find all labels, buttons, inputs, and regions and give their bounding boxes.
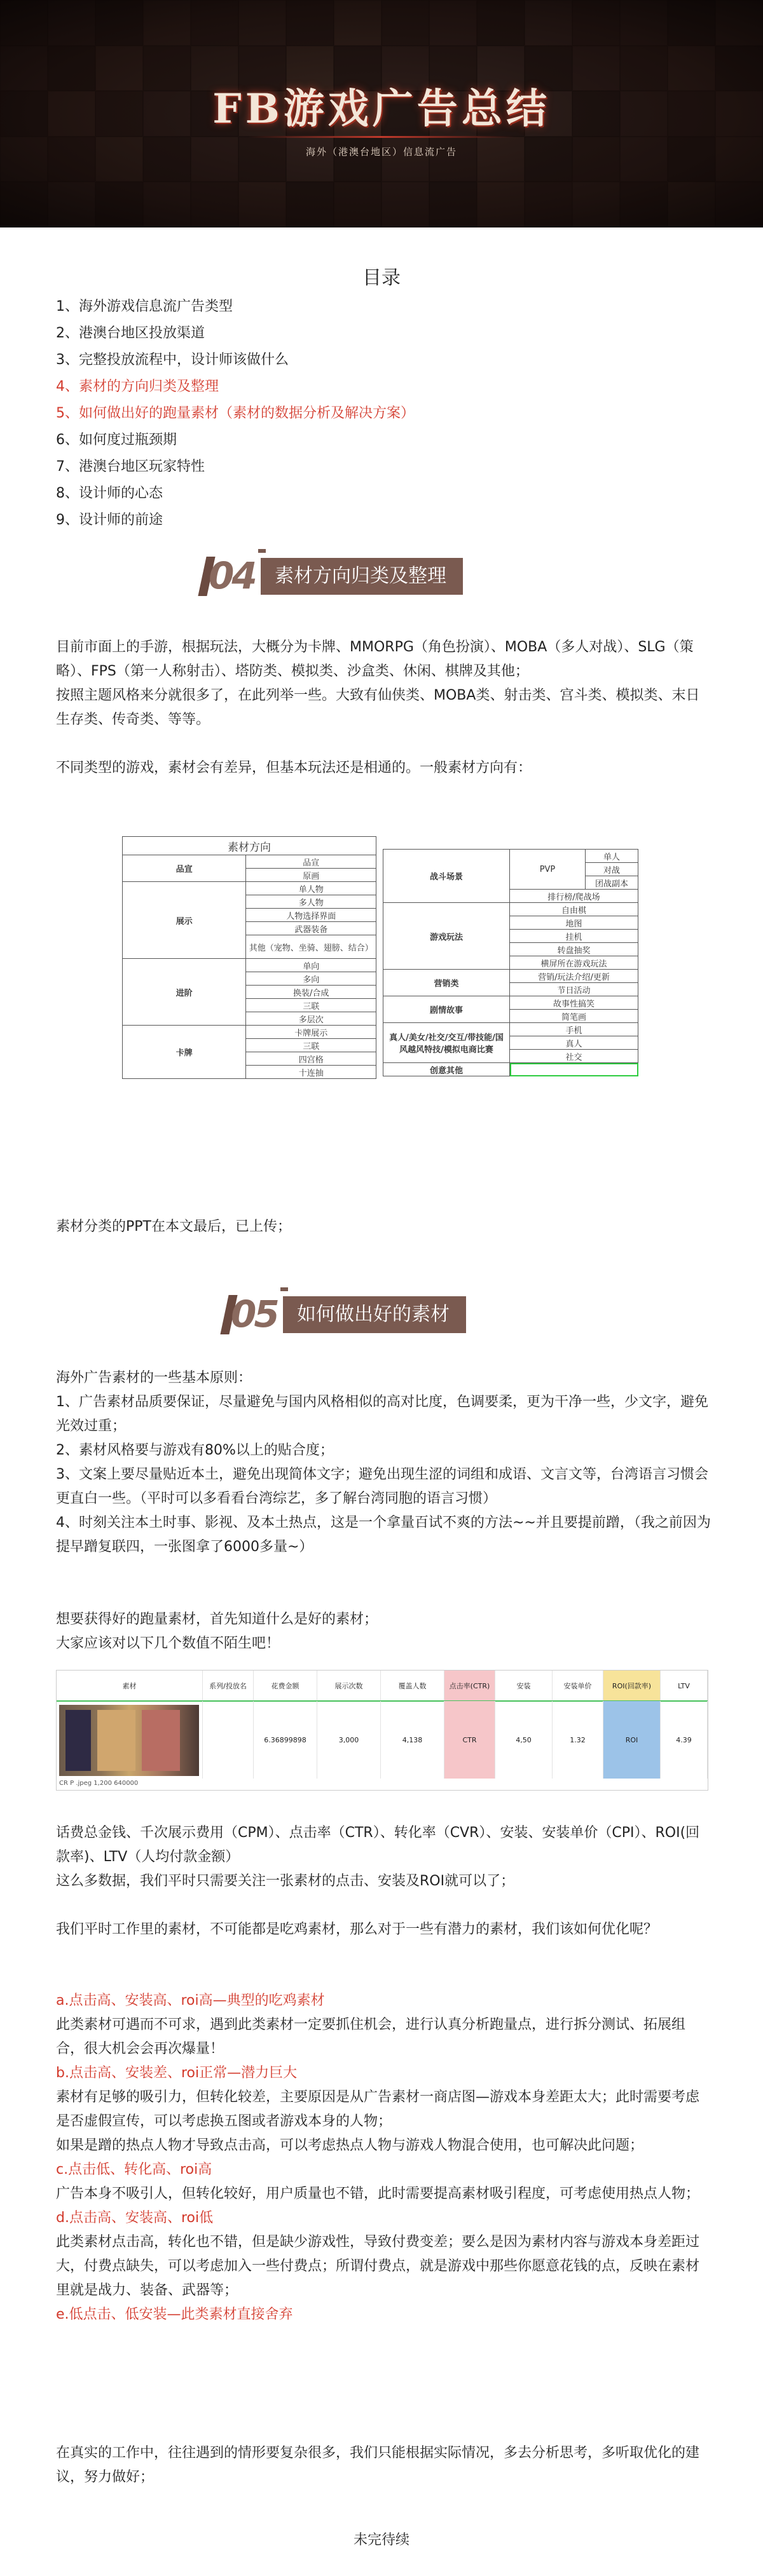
subcategory-cell: 故事性搞笑: [510, 996, 638, 1010]
mid-cell: PVP: [510, 850, 586, 890]
optimization-cases: [56, 1989, 711, 2327]
toc-item: 8、设计师的心态: [56, 485, 163, 501]
category-cell: 卡牌: [123, 1026, 246, 1079]
subcategory-cell: 单向: [246, 959, 376, 972]
section-number: [219, 1291, 291, 1338]
principle-item: 1、广告素材品质要保证，尽量避免与国内风格相似的高对比度，色调要柔，更为干净一些，少文字，避免光效过重；: [56, 1394, 709, 1434]
subcategory-cell: 节日活动: [510, 983, 638, 996]
hero-banner: [0, 0, 763, 227]
principle-item: 2、素材风格要与游戏有80%以上的贴合度；: [56, 1442, 334, 1458]
metrics-value-cell: 6.36899898: [254, 1701, 317, 1779]
section-04-banner: [197, 553, 553, 600]
case-label: c.点击低、转化高、roi高: [56, 2162, 212, 2178]
metrics-explanation: [56, 1821, 711, 1942]
principles-title: 海外广告素材的一些基本原则：: [56, 1370, 252, 1386]
metrics-value-cell: CTR: [444, 1701, 495, 1779]
subcategory-cell: 多向: [246, 972, 376, 986]
section-04-intro: [56, 635, 711, 780]
subcategory-cell: [510, 1063, 638, 1076]
toc-list: [56, 294, 415, 534]
metrics-header-cell: 安装: [495, 1671, 553, 1701]
section-05-number: 05: [231, 1292, 277, 1336]
subcategory-cell: 其他（宠物、坐骑、翅膀、结合）: [246, 935, 376, 959]
toc-item: 5、如何做出好的跑量素材（素材的数据分析及解决方案）: [56, 405, 415, 421]
subcategory-cell: 真人: [510, 1036, 638, 1050]
toc-title: 目录: [362, 267, 401, 289]
subcategory-cell: 单人物: [246, 882, 376, 895]
subcategory-cell: 挂机: [510, 930, 638, 943]
table-title: 素材方向: [123, 837, 376, 855]
metrics-header-cell: 系列/投放名: [203, 1671, 254, 1701]
thumbnail-caption: CR P .jpeg 1,200 640000: [59, 1780, 139, 1787]
subcategory-cell: 社交: [510, 1050, 638, 1063]
metrics-header-cell: 安装单价: [553, 1671, 603, 1701]
metrics-intro: 想要获得好的跑量素材，首先知道什么是好的素材； 大家应该对以下几个数值不陌生吧！: [56, 1611, 378, 1651]
metrics-header-cell: 覆盖人数: [381, 1671, 444, 1701]
subcategory-cell: 手机: [510, 1023, 638, 1036]
subcategory-cell: 自由棋: [510, 903, 638, 916]
toc-item: 3、完整投放流程中，设计师该做什么: [56, 352, 289, 368]
category-cell: 游戏玩法: [383, 903, 510, 970]
subcategory-cell: 地图: [510, 916, 638, 930]
metrics-header-row: [57, 1671, 708, 1701]
paragraph: 按照主题风格来分就很多了，在此列举一些。大致有仙侠类、MOBA类、射击类、宫斗类、模拟类、末日生存类、传奇类、等等。: [56, 688, 700, 728]
subcategory-cell: 原画: [246, 869, 376, 882]
metrics-header-cell: 点击率(CTR): [444, 1671, 495, 1701]
metrics-value-cell: [203, 1701, 254, 1779]
case-label: d.点击高、安装高、roi低: [56, 2210, 214, 2226]
subcategory-cell: 品宣: [246, 855, 376, 869]
paragraph: 这么多数据，我们平时只需要关注一张素材的点击、安装及ROI就可以了；: [56, 1873, 515, 1889]
ppt-note: 素材分类的PPT在本文最后，已上传；: [56, 1219, 291, 1235]
paragraph: 目前市面上的手游，根据玩法，大概分为卡牌、MMORPG（角色扮演）、MOBA（多人对战）、SLG（策略）、FPS（第一人称射击）、塔防类、模拟类、沙盒类、休闲、棋牌及其他；: [56, 639, 694, 679]
metrics-header-cell: 花费金额: [254, 1671, 317, 1701]
ad-metrics-table: [56, 1670, 708, 1791]
subcategory-cell: 排行榜/爬战场: [510, 890, 638, 903]
section-05-banner: [219, 1291, 544, 1338]
subcategory-cell: 多人物: [246, 895, 376, 909]
thumbnail-panel: [65, 1710, 91, 1771]
subcategory-cell: 武器装备: [246, 922, 376, 935]
subcategory-cell: 十连抽: [246, 1066, 376, 1079]
category-cell: 战斗场景: [383, 850, 510, 903]
subcategory-cell: 对战: [586, 863, 638, 876]
case-label: e.低点击、低安装—此类素材直接舍弃: [56, 2307, 293, 2322]
case-label: a.点击高、安装高、roi高—典型的吃鸡素材: [56, 1993, 325, 2009]
category-cell: 进阶: [123, 959, 246, 1026]
subcategory-cell: 团战副本: [586, 876, 638, 890]
subcategory-cell: 单人: [586, 850, 638, 863]
subcategory-cell: 简笔画: [510, 1010, 638, 1023]
hero-title: FB游戏广告总结: [212, 85, 551, 133]
subcategory-cell: 换装/合成: [246, 986, 376, 999]
category-cell: 营销类: [383, 970, 510, 996]
category-cell: 展示: [123, 882, 246, 959]
case-description: 此类素材可遇而不可求，遇到此类素材一定要抓住机会，进行认真分析跑量点，进行拆分测试、拓展组合，很大机会会再次爆量！: [56, 2017, 686, 2057]
principle-item: 3、文案上要尽量贴近本土，避免出现简体文字；避免出现生涩的词组和成语、文言文等，台湾语言习惯会更直白一些。（平时可以多看看台湾综艺，多了解台湾同胞的语言习惯）: [56, 1467, 709, 1507]
ad-creative-thumbnail: [59, 1705, 199, 1776]
metrics-header-cell: 展示次数: [317, 1671, 381, 1701]
subcategory-cell: 横屏所在游戏玩法: [510, 956, 638, 970]
subcategory-cell: 四宫格: [246, 1052, 376, 1066]
metrics-value-cell: 3,000: [317, 1701, 381, 1779]
case-label: b.点击高、安装差、roi正常—潜力巨大: [56, 2065, 298, 2081]
subcategory-cell: 三联: [246, 999, 376, 1012]
toc-item: 9、设计师的前途: [56, 512, 163, 528]
thumbnail-panel: [97, 1710, 135, 1771]
section-05-title: 如何做出好的素材: [283, 1296, 466, 1333]
toc-item: 4、素材的方向归类及整理: [56, 379, 219, 395]
toc-item: 6、如何度过瓶颈期: [56, 432, 177, 448]
metrics-value-cell: 4.39: [661, 1701, 708, 1779]
metrics-value-cell: 4,50: [495, 1701, 553, 1779]
paragraph: 我们平时工作里的素材，不可能都是吃鸡素材，那么对于一些有潜力的素材，我们该如何优化呢？: [56, 1922, 658, 1937]
material-direction-table-left: [122, 836, 376, 1079]
category-cell: 创意其他: [383, 1063, 510, 1076]
subcategory-cell: 三联: [246, 1039, 376, 1052]
principle-item: 4、时刻关注本土时事、影视、及本土热点，这是一个拿量百试不爽的方法~~并且要提前蹭，（我之前因为提早蹭复联四，一张图拿了6000多量~）: [56, 1515, 711, 1555]
paragraph: 话费总金钱、千次展示费用（CPM）、点击率（CTR）、转化率（CVR）、安装、安装单价（CPI）、ROI(回款率)、LTV（人均付款金额）: [56, 1825, 700, 1865]
case-description: 此类素材点击高，转化也不错，但是缺少游戏性，导致付费变差；要么是因为素材内容与游戏本身差距过大，付费点缺失，可以考虑加入一些付费点；所谓付费点，就是游戏中那些你愿意花钱的点，反映在素材里就是战力、装备、武器等；: [56, 2234, 700, 2298]
to-be-continued: 未完待续: [353, 2532, 409, 2548]
section-04-number: 04: [209, 554, 255, 597]
category-cell: 剧情故事: [383, 996, 510, 1023]
subcategory-cell: 卡牌展示: [246, 1026, 376, 1039]
toc-item: 1、海外游戏信息流广告类型: [56, 299, 233, 315]
subcategory-cell: 人物选择界面: [246, 909, 376, 922]
subcategory-cell: 多层次: [246, 1012, 376, 1026]
metrics-header-cell: 素材: [57, 1671, 203, 1701]
category-cell: 真人/美女/社交/交互/带技能/国风越风特技/模拟电商比赛: [383, 1023, 510, 1063]
metrics-header-cell: LTV: [661, 1671, 708, 1701]
metrics-header-cell: ROI(回款率): [603, 1671, 661, 1701]
hero-divider: [248, 136, 515, 138]
category-cell: 品宣: [123, 855, 246, 882]
case-description: 广告本身不吸引人，但转化较好，用户质量也不错，此时需要提高素材吸引程度，可考虑使用热点人物；: [56, 2186, 700, 2202]
metrics-value-cell: 4,138: [381, 1701, 444, 1779]
toc-item: 2、港澳台地区投放渠道: [56, 325, 205, 341]
principles: [56, 1366, 711, 1559]
paragraph: 不同类型的游戏，素材会有差异，但基本玩法还是相通的。一般素材方向有：: [56, 760, 532, 776]
section-04-title: 素材方向归类及整理: [261, 558, 463, 595]
hero-subtitle: 海外（港澳台地区）信息流广告: [305, 146, 457, 158]
thumbnail-panel: [142, 1710, 180, 1771]
subcategory-cell: 转盘抽奖: [510, 943, 638, 956]
section-number: [197, 553, 268, 600]
case-description: 素材有足够的吸引力，但转化较差，主要原因是从广告素材一商店图—游戏本身差距太大；此时需要考虑是否虚假宣传，可以考虑换五图或者游戏本身的人物； 如果是蹭的热点人物才导致点击高，可以考虑热点人物与游戏人物混合使用，也可解决此问题；: [56, 2089, 700, 2153]
toc-item: 7、港澳台地区玩家特性: [56, 459, 205, 475]
closing-paragraph: 在真实的工作中，往往遇到的情形要复杂很多，我们只能根据实际情况，多去分析思考，多听取优化的建议，努力做好；: [56, 2445, 700, 2485]
metrics-value-cell: 1.32: [553, 1701, 603, 1779]
metrics-value-cell: ROI: [603, 1701, 661, 1779]
material-direction-table-right: [383, 849, 638, 1076]
subcategory-cell: 营销/玩法介绍/更新: [510, 970, 638, 983]
